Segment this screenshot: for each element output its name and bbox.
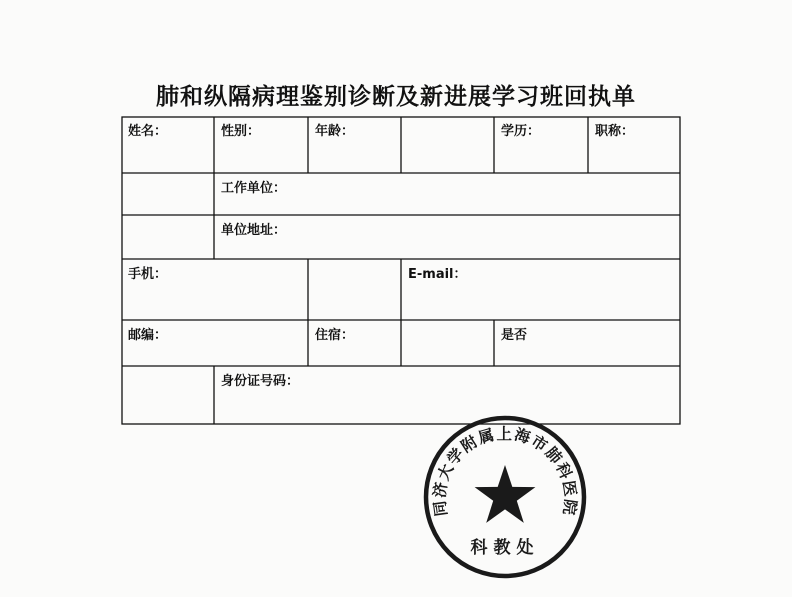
unit-address-label: 单位地址： bbox=[221, 223, 287, 238]
seal-dept-text: 科教处 bbox=[470, 538, 540, 558]
work-unit-label: 工作单位： bbox=[221, 181, 287, 196]
yes-no-label: 是否 bbox=[501, 328, 528, 343]
accommodation-label: 住宿： bbox=[315, 328, 355, 343]
education-label: 学历： bbox=[501, 124, 541, 139]
name-label: 姓名： bbox=[128, 124, 168, 139]
gender-label: 性别： bbox=[221, 124, 261, 139]
postcode-label: 邮编： bbox=[128, 328, 168, 343]
seal-text: 同济大学附属上海市肺科医院 bbox=[429, 423, 581, 518]
form-title: 肺和纵隔病理鉴别诊断及新进展学习班回执单 bbox=[156, 83, 636, 110]
job-title-label: 职称： bbox=[595, 124, 635, 139]
id-number-label: 身份证号码： bbox=[221, 374, 300, 389]
star-icon bbox=[475, 465, 536, 523]
official-seal bbox=[421, 413, 589, 581]
mobile-label: 手机： bbox=[128, 267, 168, 282]
age-label: 年龄： bbox=[315, 124, 355, 139]
email-label: E-mail： bbox=[408, 267, 467, 282]
